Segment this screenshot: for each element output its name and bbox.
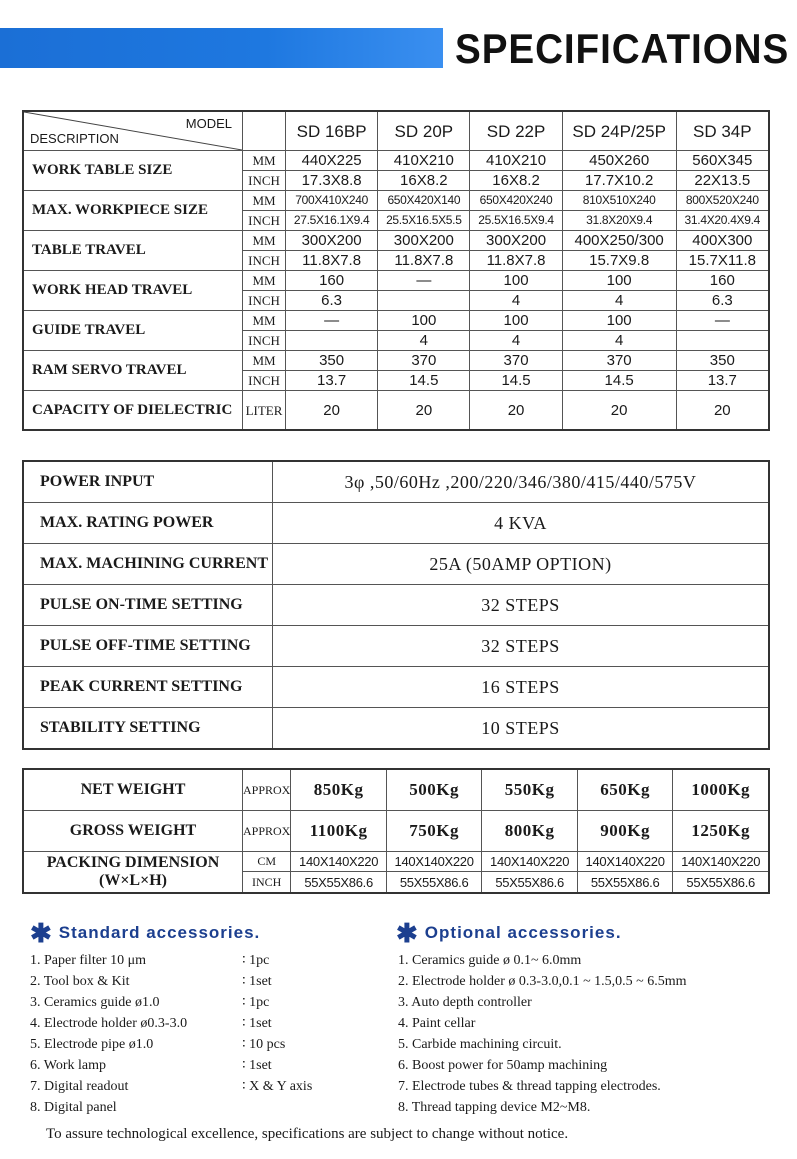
- model-header: SD 22P: [470, 111, 562, 151]
- net-weight-value: 1000Kg: [673, 769, 769, 811]
- spec-value: 370: [562, 351, 676, 371]
- standard-item-name: 6. Work lamp: [30, 1058, 106, 1073]
- spec-value: 370: [378, 351, 470, 371]
- spec-value: 440X225: [286, 151, 378, 171]
- header-unit-cell: [243, 111, 286, 151]
- spec-row: [23, 351, 769, 371]
- spec-value: 300X200: [286, 231, 378, 251]
- gross-weight-label: GROSS WEIGHT: [23, 811, 243, 852]
- packing-label-line2: (W×L×H): [98, 872, 167, 889]
- spec-value: 15.7X11.8: [676, 251, 769, 271]
- power-row-value: 10 STEPS: [273, 708, 770, 750]
- standard-item-qty: ∶ 1set: [242, 974, 272, 989]
- spec-value: 410X210: [378, 151, 470, 171]
- optional-heading-text: Optional accessories.: [424, 923, 622, 942]
- page-title: SPECIFICATIONS: [455, 25, 790, 72]
- spec-value: 700X410X240: [286, 191, 378, 211]
- spec-value: 300X200: [470, 231, 562, 251]
- gross-weight-value: 900Kg: [577, 811, 673, 852]
- optional-item: 8. Thread tapping device M2~M8.: [398, 1100, 591, 1115]
- optional-list: [398, 950, 687, 1118]
- standard-item-qty: ∶ 1pc: [242, 995, 270, 1010]
- spec-value: 100: [470, 311, 562, 331]
- capacity-value: 20: [470, 391, 562, 431]
- spec-row: [23, 191, 769, 211]
- packing-label: [23, 852, 243, 894]
- spec-row-unit: MM: [243, 151, 286, 171]
- standard-item-name: 7. Digital readout: [30, 1079, 129, 1094]
- spec-value: 800X520X240: [676, 191, 769, 211]
- spec-value: 450X260: [562, 151, 676, 171]
- packing-value: 140X140X220: [482, 852, 578, 872]
- spec-value: 6.3: [286, 291, 378, 311]
- header-model-label: MODEL: [185, 116, 232, 131]
- spec-row: [23, 151, 769, 171]
- packing-value: 140X140X220: [673, 852, 769, 872]
- spec-row: [23, 271, 769, 291]
- standard-item: [30, 992, 312, 1013]
- model-header: SD 16BP: [286, 111, 378, 151]
- spec-value: 13.7: [676, 371, 769, 391]
- footer-notice: To assure technological excellence, specifications are subject to change without notice.: [46, 1126, 569, 1142]
- standard-item: [30, 950, 312, 971]
- spec-value: 100: [378, 311, 470, 331]
- power-row-value: 3φ ,50/60Hz ,200/220/346/380/415/440/575V: [273, 461, 770, 503]
- power-row-label: PULSE ON-TIME SETTING: [23, 585, 273, 626]
- header-banner: [0, 28, 443, 68]
- spec-value: [676, 331, 769, 351]
- optional-item: 7. Electrode tubes & thread tapping electrodes.: [398, 1079, 661, 1094]
- spec-value: 160: [286, 271, 378, 291]
- power-row-value: 4 KVA: [273, 503, 770, 544]
- power-row: [23, 708, 769, 750]
- spec-value: [286, 331, 378, 351]
- optional-heading: [396, 918, 622, 949]
- spec-value: 11.8X7.8: [286, 251, 378, 271]
- spec-value: 560X345: [676, 151, 769, 171]
- net-weight-value: 500Kg: [386, 769, 482, 811]
- spec-row-label: GUIDE TRAVEL: [23, 311, 243, 351]
- gross-weight-value: 1250Kg: [673, 811, 769, 852]
- spec-value: 6.3: [676, 291, 769, 311]
- spec-row-unit: INCH: [243, 291, 286, 311]
- standard-list: [30, 950, 312, 1118]
- spec-header-row: [23, 111, 769, 151]
- spec-row-unit: INCH: [243, 171, 286, 191]
- spec-row-label: RAM SERVO TRAVEL: [23, 351, 243, 391]
- net-weight-label: NET WEIGHT: [23, 769, 243, 811]
- spec-value: 810X510X240: [562, 191, 676, 211]
- spec-value: 31.4X20.4X9.4: [676, 211, 769, 231]
- spec-value: 17.7X10.2: [562, 171, 676, 191]
- spec-value: 15.7X9.8: [562, 251, 676, 271]
- net-weight-row: [23, 769, 769, 811]
- gross-weight-value: 800Kg: [482, 811, 578, 852]
- packing-value: 55X55X86.6: [577, 872, 673, 893]
- optional-item: 4. Paint cellar: [398, 1016, 476, 1031]
- power-row-label: STABILITY SETTING: [23, 708, 273, 750]
- spec-row-unit: MM: [243, 351, 286, 371]
- spec-row-unit: MM: [243, 311, 286, 331]
- capacity-value: 20: [676, 391, 769, 431]
- power-row-label: POWER INPUT: [23, 461, 273, 503]
- standard-item-name: 1. Paper filter 10 μm: [30, 953, 146, 968]
- power-row: [23, 544, 769, 585]
- capacity-value: 20: [378, 391, 470, 431]
- packing-value: 140X140X220: [291, 852, 387, 872]
- spec-row: [23, 311, 769, 331]
- spec-value: 17.3X8.8: [286, 171, 378, 191]
- net-weight-unit: APPROX: [243, 769, 291, 811]
- spec-value: 100: [470, 271, 562, 291]
- optional-item: 1. Ceramics guide ø 0.1~ 6.0mm: [398, 953, 582, 968]
- standard-item: [30, 1055, 312, 1076]
- header-description-label: DESCRIPTION: [30, 131, 119, 146]
- spec-value: 300X200: [378, 231, 470, 251]
- spec-value: 16X8.2: [470, 171, 562, 191]
- spec-value: 22X13.5: [676, 171, 769, 191]
- capacity-value: 20: [562, 391, 676, 431]
- power-row-label: PULSE OFF-TIME SETTING: [23, 626, 273, 667]
- gross-weight-unit: APPROX: [243, 811, 291, 852]
- power-row-label: MAX. MACHINING CURRENT: [23, 544, 273, 585]
- spec-value: —: [286, 311, 378, 331]
- power-row: [23, 461, 769, 503]
- standard-item: [30, 1076, 312, 1097]
- standard-item-qty: ∶ X & Y axis: [242, 1079, 313, 1094]
- standard-item-qty: ∶ 1pc: [242, 953, 270, 968]
- spec-value: 14.5: [378, 371, 470, 391]
- capacity-unit: LITER: [243, 391, 286, 431]
- spec-value: 400X300: [676, 231, 769, 251]
- asterisk-icon: ✱: [30, 918, 53, 948]
- spec-header-corner: [23, 111, 243, 151]
- packing-label-line1: PACKING DIMENSION: [46, 854, 220, 871]
- spec-value: 31.8X20X9.4: [562, 211, 676, 231]
- spec-value: 4: [470, 331, 562, 351]
- standard-item-qty: ∶ 1set: [242, 1058, 272, 1073]
- standard-item-name: 4. Electrode holder ø0.3-3.0: [30, 1016, 188, 1031]
- standard-item: [30, 971, 312, 992]
- power-body: [23, 461, 769, 749]
- spec-value: 11.8X7.8: [378, 251, 470, 271]
- spec-value: —: [378, 271, 470, 291]
- spec-value: 410X210: [470, 151, 562, 171]
- spec-value: 16X8.2: [378, 171, 470, 191]
- spec-value: —: [676, 311, 769, 331]
- spec-value: 4: [470, 291, 562, 311]
- net-weight-value: 550Kg: [482, 769, 578, 811]
- gross-weight-row: [23, 811, 769, 852]
- optional-item: 2. Electrode holder ø 0.3-3.0,0.1 ~ 1.5,0.5 ~ 6.5mm: [398, 974, 687, 989]
- spec-row-unit: INCH: [243, 251, 286, 271]
- spec-value: 4: [562, 331, 676, 351]
- spec-value: 160: [676, 271, 769, 291]
- packing-value: 140X140X220: [386, 852, 482, 872]
- standard-item-name: 5. Electrode pipe ø1.0: [30, 1037, 154, 1052]
- model-header: SD 20P: [378, 111, 470, 151]
- standard-item-name: 8. Digital panel: [30, 1100, 117, 1115]
- spec-value: 370: [470, 351, 562, 371]
- spec-value: 4: [378, 331, 470, 351]
- standard-item: [30, 1034, 312, 1055]
- capacity-value: 20: [286, 391, 378, 431]
- spec-value: [378, 291, 470, 311]
- spec-value: 100: [562, 271, 676, 291]
- net-weight-value: 850Kg: [291, 769, 387, 811]
- spec-row-label: WORK TABLE SIZE: [23, 151, 243, 191]
- spec-row-label: WORK HEAD TRAVEL: [23, 271, 243, 311]
- spec-row-label: MAX. WORKPIECE SIZE: [23, 191, 243, 231]
- standard-item-name: 3. Ceramics guide ø1.0: [30, 995, 160, 1010]
- spec-row-unit: INCH: [243, 371, 286, 391]
- packing-value: 55X55X86.6: [291, 872, 387, 893]
- power-row: [23, 585, 769, 626]
- power-row-value: 16 STEPS: [273, 667, 770, 708]
- optional-item: 6. Boost power for 50amp machining: [398, 1058, 608, 1073]
- model-header: SD 24P/25P: [562, 111, 676, 151]
- standard-item-qty: ∶ 1set: [242, 1016, 272, 1031]
- power-row-label: PEAK CURRENT SETTING: [23, 667, 273, 708]
- packing-unit-cm: CM: [243, 852, 291, 872]
- spec-row-unit: MM: [243, 191, 286, 211]
- capacity-label: CAPACITY OF DIELECTRIC: [23, 391, 243, 431]
- power-row-value: 32 STEPS: [273, 585, 770, 626]
- gross-weight-value: 1100Kg: [291, 811, 387, 852]
- spec-row: [23, 231, 769, 251]
- spec-value: 350: [286, 351, 378, 371]
- spec-value: 100: [562, 311, 676, 331]
- spec-value: 14.5: [562, 371, 676, 391]
- packing-value: 140X140X220: [577, 852, 673, 872]
- spec-value: 350: [676, 351, 769, 371]
- spec-row-unit: MM: [243, 271, 286, 291]
- standard-item: [30, 1013, 312, 1034]
- standard-heading-text: Standard accessories.: [58, 923, 261, 942]
- spec-value: 25.5X16.5X9.4: [470, 211, 562, 231]
- packing-value: 55X55X86.6: [386, 872, 482, 893]
- spec-row-unit: INCH: [243, 331, 286, 351]
- power-table: [22, 460, 770, 750]
- gross-weight-value: 750Kg: [386, 811, 482, 852]
- asterisk-icon: ✱: [396, 918, 419, 948]
- power-row: [23, 667, 769, 708]
- net-weight-value: 650Kg: [577, 769, 673, 811]
- standard-item-qty: ∶ 10 pcs: [242, 1037, 286, 1052]
- spec-row-label: TABLE TRAVEL: [23, 231, 243, 271]
- power-row-label: MAX. RATING POWER: [23, 503, 273, 544]
- power-row-value: 25A (50AMP OPTION): [273, 544, 770, 585]
- spec-value: 400X250/300: [562, 231, 676, 251]
- model-header: SD 34P: [676, 111, 769, 151]
- power-row-value: 32 STEPS: [273, 626, 770, 667]
- spec-value: 11.8X7.8: [470, 251, 562, 271]
- spec-value: 14.5: [470, 371, 562, 391]
- power-row: [23, 626, 769, 667]
- weight-table: [22, 768, 770, 894]
- packing-value: 55X55X86.6: [482, 872, 578, 893]
- optional-item: 5. Carbide machining circuit.: [398, 1037, 562, 1052]
- capacity-row: [23, 391, 769, 431]
- spec-value: 650X420X140: [378, 191, 470, 211]
- packing-unit-inch: INCH: [243, 872, 291, 893]
- spec-body: [23, 151, 769, 391]
- packing-row-cm: [23, 852, 769, 872]
- packing-value: 55X55X86.6: [673, 872, 769, 893]
- spec-table: [22, 110, 770, 431]
- power-row: [23, 503, 769, 544]
- standard-heading: [30, 918, 260, 949]
- spec-row-unit: MM: [243, 231, 286, 251]
- standard-item: [30, 1097, 312, 1118]
- spec-row-unit: INCH: [243, 211, 286, 231]
- optional-item: 3. Auto depth controller: [398, 995, 532, 1010]
- spec-value: 650X420X240: [470, 191, 562, 211]
- spec-value: 25.5X16.5X5.5: [378, 211, 470, 231]
- spec-value: 4: [562, 291, 676, 311]
- spec-value: 13.7: [286, 371, 378, 391]
- standard-item-name: 2. Tool box & Kit: [30, 974, 130, 989]
- spec-value: 27.5X16.1X9.4: [286, 211, 378, 231]
